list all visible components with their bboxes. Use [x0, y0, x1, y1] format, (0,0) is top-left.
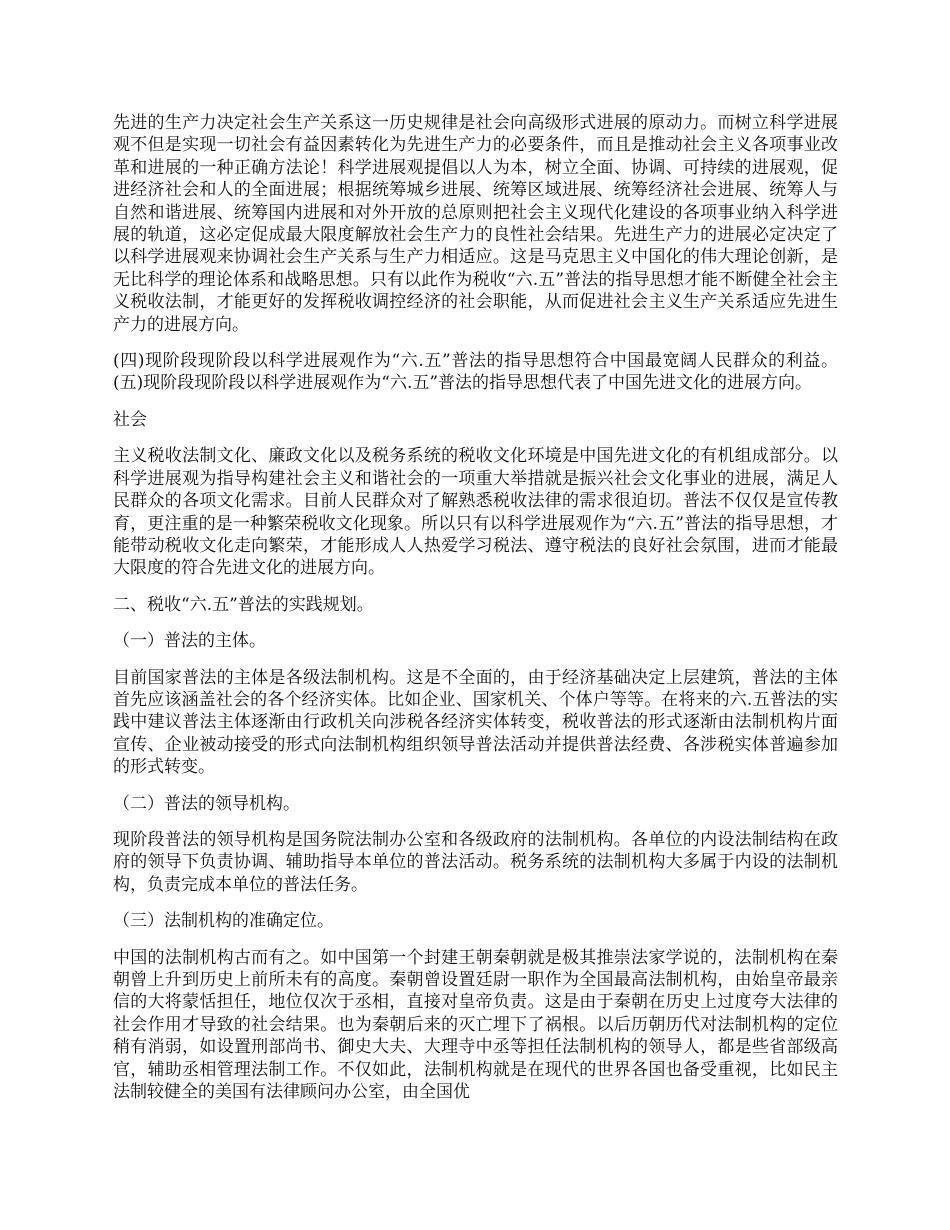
subheading-positioning: （三）法制机构的准确定位。	[113, 911, 334, 932]
document-body	[113, 112, 838, 1117]
paragraph-positioning: 中国的法制机构古而有之。如中国第一个封建王朝秦朝就是极其推崇法家学说的，法制机构在秦朝曾上升到历史上前所未有的高度。秦朝曾设置廷尉一职作为全国最高法制机构，由始皇帝最亲信的大将蒙恬担任，地位仅次于丞相，直接对皇帝负责。这是由于秦朝在历史上过度夸大法律的社会作用才导致的社会结果。也为秦朝后来的灭亡埋下了祸根。以后历朝历代对法制机构的定位稍有消弱，如设置刑部尚书、御史大夫、大理寺中丞等担任法制机构的领导人，都是些省部级高官，辅助丞相管理法制工作。不仅如此，法制机构就是在现代的世界各国也备受重视，比如民主法制较健全的美国有法律顾问办公室，由全国优	[113, 947, 838, 1103]
section-heading-practice-plan: 二、税收“六.五”普法的实践规划。	[113, 594, 374, 615]
paragraph-four-five: (四)现阶段现阶段以科学进展观作为“六.五”普法的指导思想符合中国最宽阔人民群众的利益。(五)现阶段现阶段以科学进展观作为“六.五”普法的指导思想代表了中国先进文化的进展方向。	[113, 351, 838, 394]
paragraph-leadership: 现阶段普法的领导机构是国务院法制办公室和各级政府的法制机构。各单位的内设法制结构在政府的领导下负责协调、辅助指导本单位的普法活动。税务系统的法制机构大多属于内设的法制机构，负责完成本单位的普法任务。	[113, 829, 838, 895]
subheading-leadership: （二）普法的领导机构。	[113, 793, 300, 814]
subheading-subject: （一）普法的主体。	[113, 631, 266, 652]
paragraph-subject: 目前国家普法的主体是各级法制机构。这是不全面的，由于经济基础决定上层建筑，普法的主体首先应该涵盖社会的各个经济实体。比如企业、国家机关、个体户等等。在将来的六.五普法的实践中建议普法主体逐渐由行政机关向涉税各经济实体转变，税收普法的形式逐渐由法制机构片面宣传、企业被动接受的形式向法制机构组织领导普法活动并提供普法经费、各涉税实体普遍参加的形式转变。	[113, 667, 838, 778]
paragraph-society: 社会	[113, 409, 147, 430]
paragraph-productivity: 先进的生产力决定社会生产关系这一历史规律是社会向高级形式进展的原动力。而树立科学进展观不但是实现一切社会有益因素转化为先进生产力的必要条件，而且是推动社会主义各项事业改革和进展的一种正确方法论！科学进展观提倡以人为本，树立全面、协调、可持续的进展观，促进经济社会和人的全面进展；根据统筹城乡进展、统筹区域进展、统筹经济社会进展、统筹人与自然和谐进展、统筹国内进展和对外开放的总原则把社会主义现代化建设的各项事业纳入科学进展的轨道，这必定促成最大限度解放社会生产力的良性社会结果。先进生产力的进展必定决定了以科学进展观来协调社会生产关系与生产力相适应。这是马克思主义中国化的伟大理论创新，是无比科学的理论体系和战略思想。只有以此作为税收“六.五”普法的指导思想才能不断健全社会主义税收法制，才能更好的发挥税收调控经济的社会职能，从而促进社会主义生产关系适应先进生产力的进展方向。	[113, 113, 838, 335]
paragraph-tax-culture: 主义税收法制文化、廉政文化以及税务系统的税收文化环境是中国先进文化的有机组成部分。以科学进展观为指导构建社会主义和谐社会的一项重大举措就是振兴社会文化事业的进展，满足人民群众的各项文化需求。目前人民群众对了解熟悉税收法律的需求很迫切。普法不仅仅是宣传教育，更注重的是一种繁荣税收文化现象。所以只有以科学进展观作为“六.五”普法的指导思想，才能带动税收文化走向繁荣，才能形成人人热爱学习税法、遵守税法的良好社会氛围，进而才能最大限度的符合先进文化的进展方向。	[113, 446, 838, 579]
